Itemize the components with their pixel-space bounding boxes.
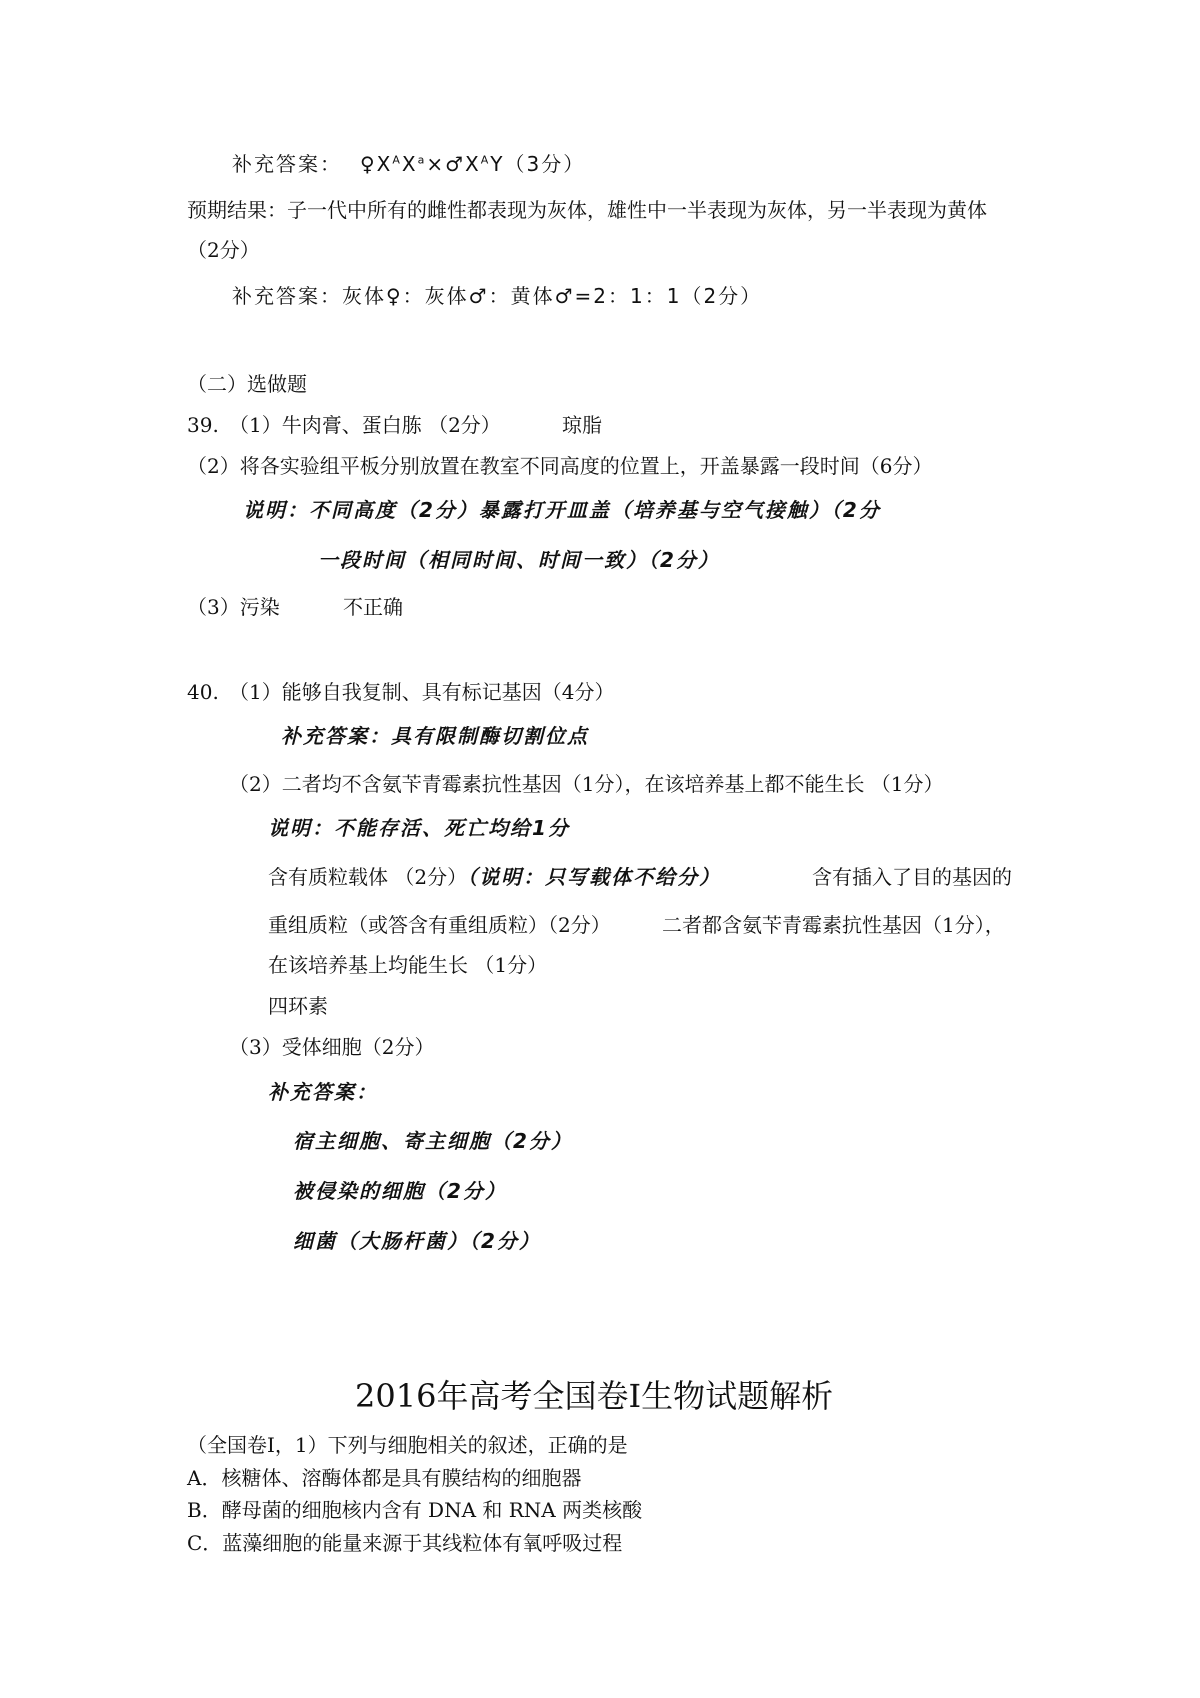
question-1-option-a: A．核糖体、溶酶体都是具有膜结构的细胞器: [187, 1466, 582, 1490]
q40-note1: 说明：不能存活、死亡均给1分: [268, 816, 570, 840]
allele-sup-3: A: [480, 153, 491, 167]
q39-number: 39.: [187, 413, 219, 437]
q40-line2-b: 二者都含氨苄青霉素抗性基因（1分），: [662, 913, 1005, 937]
q40-line1-a: 含有质粒载体 （2分）: [268, 865, 468, 889]
supp-label: 补充答案：: [232, 152, 342, 176]
q40-line3: 在该培养基上均能生长 （1分）: [268, 953, 548, 977]
expected-result: 预期结果：子一代中所有的雌性都表现为灰体，雄性中一半表现为灰体，另一半表现为黄体: [187, 198, 987, 222]
cross-male: ×♂X: [426, 152, 481, 176]
q40-line1-note: （说明：只写载体不给分）: [467, 865, 722, 889]
supplementary-answer-ratio: 补充答案：灰体♀：灰体♂：黄体♂=2：1：1（2分）: [232, 284, 763, 308]
q40-line1: [268, 864, 721, 890]
q40-part3: （3）受体细胞（2分）: [229, 1035, 435, 1059]
question-1-option-c: C．蓝藻细胞的能量来源于其线粒体有氧呼吸过程: [187, 1531, 623, 1555]
q40-supp3-item3: 细菌（大肠杆菌）（2分）: [293, 1229, 541, 1253]
question-1-stem: （全国卷Ⅰ，1）下列与细胞相关的叙述，正确的是: [187, 1433, 628, 1457]
q39-part1-agar: 琼脂: [562, 413, 602, 437]
female-genotype: ♀X: [360, 152, 393, 176]
q40-number: 40.: [187, 680, 219, 704]
q40-supp3-item2: 被侵染的细胞（2分）: [293, 1179, 507, 1203]
q40-part1: （1）能够自我复制、具有标记基因（4分）: [229, 680, 615, 704]
q39-part3: （3）污染: [187, 595, 280, 619]
expected-result-score: （2分）: [187, 238, 260, 262]
question-1-option-b: B．酵母菌的细胞核内含有 DNA 和 RNA 两类核酸: [187, 1498, 643, 1522]
q39-part1: （1）牛肉膏、蛋白胨 （2分）: [229, 413, 501, 437]
q40-supp3-item1: 宿主细胞、寄主细胞（2分）: [293, 1129, 573, 1153]
section-heading-elective: （二）选做题: [187, 372, 307, 396]
q39-part2: （2）将各实验组平板分别放置在教室不同高度的位置上，开盖暴露一段时间（6分）: [187, 454, 933, 478]
supplementary-answer-genotype: [232, 151, 585, 177]
allele-sup-1: A: [392, 153, 402, 167]
page-title: 2016年高考全国卷Ⅰ生物试题解析: [355, 1377, 834, 1415]
q40-line2-a: 重组质粒（或答含有重组质粒）（2分）: [268, 913, 611, 937]
male-tail: Y（3分）: [490, 152, 586, 176]
q39-part3-answer: 不正确: [343, 595, 403, 619]
q40-part2: （2）二者均不含氨苄青霉素抗性基因（1分），在该培养基上都不能生长 （1分）: [229, 772, 944, 796]
q40-line1-c: 含有插入了目的基因的: [812, 865, 1012, 889]
q39-note2: 一段时间（相同时间、时间一致）（2分）: [318, 548, 720, 572]
q40-supp1: 补充答案：具有限制酶切割位点: [281, 724, 589, 748]
allele-sup-2: a: [417, 153, 427, 167]
q39-note1: 说明：不同高度（2分）暴露打开皿盖（培养基与空气接触）（2分: [243, 498, 881, 522]
q40-supp3: 补充答案：: [268, 1080, 378, 1104]
q40-line4: 四环素: [268, 994, 328, 1018]
female-genotype-x2: X: [401, 152, 418, 176]
